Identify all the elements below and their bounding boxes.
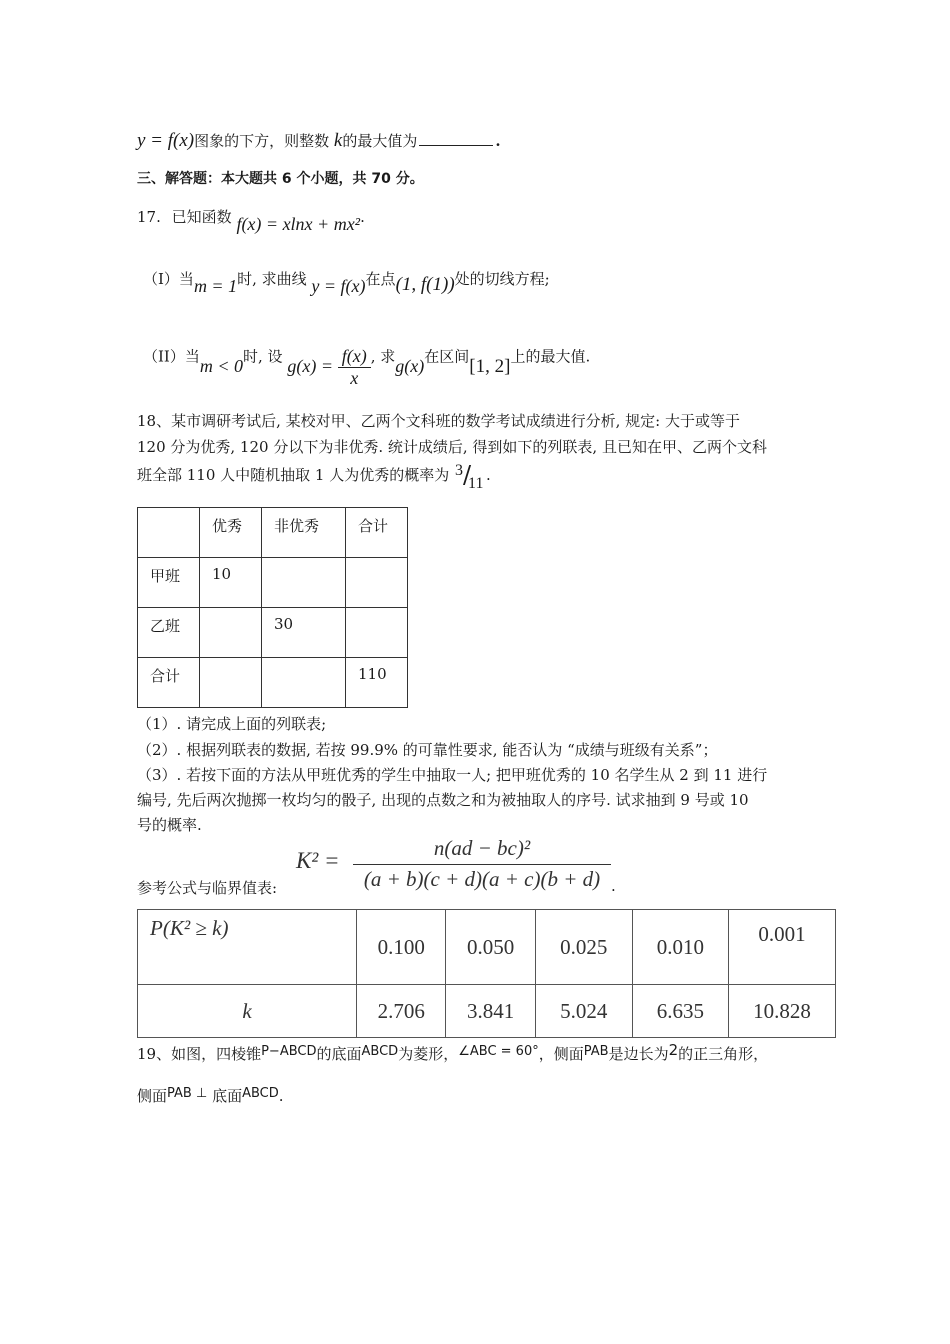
table-cell: 优秀 (200, 508, 262, 558)
table-cell: 非优秀 (262, 508, 346, 558)
table-cell (138, 508, 200, 558)
table-cell: 30 (262, 608, 346, 658)
table-row (138, 658, 408, 708)
table-cell: 甲班 (138, 558, 200, 608)
table-cell: 合计 (138, 658, 200, 708)
ref-formula-label: 参考公式与临界值表: (137, 879, 278, 897)
table-cell: 合计 (346, 508, 408, 558)
q19-line1: 19、如图，四棱锥P−ABCD的底面ABCD为菱形，∠ABC = 60°，侧面PAB是边长为2的正三角形， (137, 1041, 769, 1063)
table-cell: 0.050 (446, 910, 535, 985)
q18-sub3-line3: 号的概率. (137, 816, 202, 834)
formula-y-fx: y = f(x) (137, 130, 195, 151)
table-cell: 110 (346, 658, 408, 708)
table-cell (262, 558, 346, 608)
formula-end: . (611, 877, 616, 895)
table-cell: 0.010 (632, 910, 728, 985)
table-cell (346, 608, 408, 658)
q18-sub2: （2）. 根据列联表的数据, 若按 99.9% 的可靠性要求, 能否认为 “成绩与班级有关系”； (137, 741, 718, 759)
q18-line1: 18、某市调研考试后, 某校对甲、乙两个文科班的数学考试成绩进行分析, 规定: 大于或等于 (137, 412, 740, 430)
table-row (138, 985, 836, 1038)
q18-sub1: （1）. 请完成上面的列联表; (137, 715, 327, 733)
q19-line2: 侧面PAB ⊥ 底面ABCD. (137, 1086, 284, 1105)
table-cell: 10 (200, 558, 262, 608)
q17-stem: 17. 已知函数 f(x) = xlnx + mx². (137, 208, 365, 234)
table-cell-label: k (138, 985, 357, 1038)
table-row (138, 558, 408, 608)
q17-part2: （II）当m < 0时, 设 g(x) = $\frac{f(x)}{x}$ , 求g(x)在区间[1, 2]上的最大值. (143, 346, 591, 388)
table-cell: 0.100 (357, 910, 446, 985)
formula-numerator: n(ad − bc)² (433, 836, 531, 860)
q18-line3: 班全部 110 人中随机抽取 1 人为优秀的概率为 3 / 11 . (137, 461, 491, 492)
table-row (138, 910, 836, 985)
q17-part1: （I）当m = 1时, 求曲线 y = f(x)在点(1, f(1))处的切线方程; (143, 270, 550, 296)
section-heading: 三、解答题：本大题共 6 个小题，共 70 分。 (137, 171, 424, 187)
contingency-table (137, 507, 408, 708)
table-cell: 0.025 (535, 910, 632, 985)
table-cell: 乙班 (138, 608, 200, 658)
table-cell: 0.001 (728, 910, 835, 985)
q18-sub3-line2: 编号, 先后两次抛掷一枚均匀的骰子, 出现的点数之和为被抽取人的序号. 试求抽到 9 号或 10 (137, 791, 749, 809)
top-line: y = f(x)图象的下方，则整数 k的最大值为 . (137, 130, 501, 151)
fraction-fx-over-x: $\frac{f(x)}{x}$ (338, 346, 371, 389)
q18-line2: 120 分为优秀, 120 分以下为非优秀. 统计成绩后, 得到如下的列联表, 且已知在甲、乙两个文科 (137, 438, 767, 456)
table-cell: 6.635 (632, 985, 728, 1038)
q17-function: f(x) = xlnx + mx² (236, 214, 361, 234)
table-cell: 2.706 (357, 985, 446, 1038)
table-cell: 3.841 (446, 985, 535, 1038)
table-cell (200, 608, 262, 658)
formula-denominator: (a + b)(c + d)(a + c)(b + d) (363, 867, 601, 891)
table-row (138, 608, 408, 658)
table-cell-label: P(K² ≥ k) (138, 910, 357, 985)
table-cell (262, 658, 346, 708)
critical-value-table (137, 909, 836, 1038)
chi-square-formula (353, 836, 611, 892)
table-cell: 10.828 (728, 985, 835, 1038)
formula-lhs: K² = (296, 848, 340, 873)
table-cell (200, 658, 262, 708)
q18-sub3-line1: （3）. 若按下面的方法从甲班优秀的学生中抽取一人; 把甲班优秀的 10 名学生从 2 到 11 进行 (137, 766, 768, 784)
prob-fraction: 3 / 11 (455, 461, 484, 492)
table-cell: 5.024 (535, 985, 632, 1038)
table-cell (346, 558, 408, 608)
table-header-row (138, 508, 408, 558)
answer-blank[interactable] (419, 131, 493, 146)
